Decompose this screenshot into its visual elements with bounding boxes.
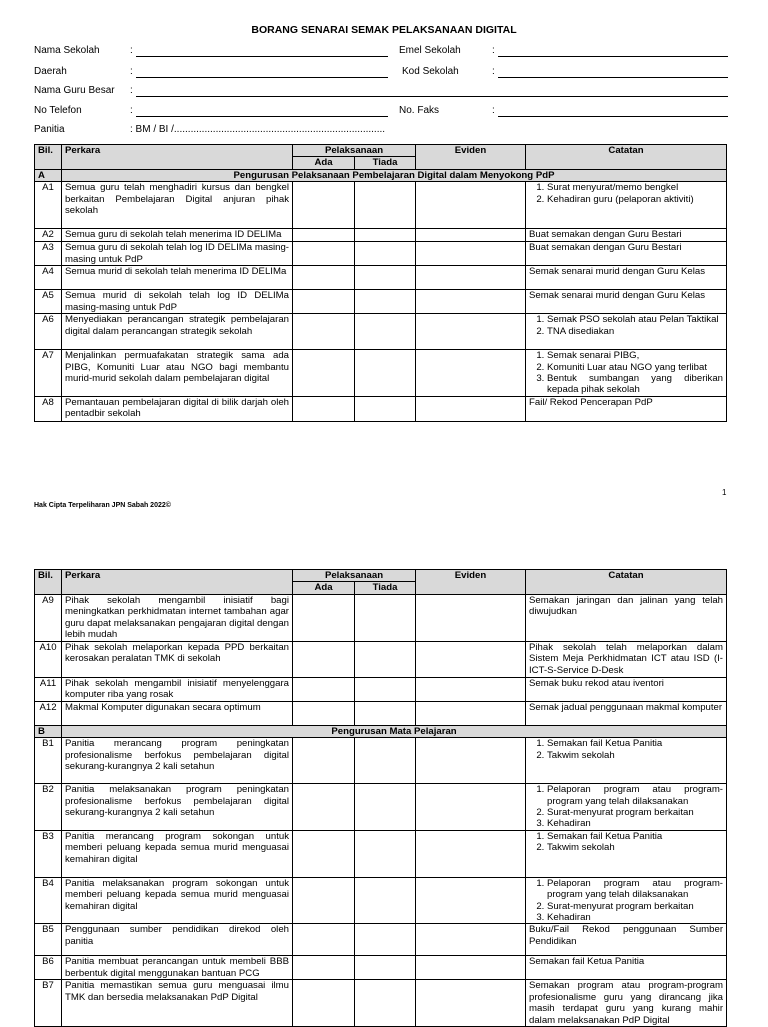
catatan-list-item: 2. Surat-menyurat program berkaitan (547, 901, 723, 912)
row-catatan: Buat semakan dengan Guru Bestari (526, 242, 727, 266)
label-emel-sekolah: Emel Sekolah (399, 45, 461, 56)
col-tiada: Tiada (355, 157, 416, 169)
checkbox-ada[interactable] (293, 594, 355, 641)
catatan-list-item: 2. Kehadiran guru (pelaporan aktiviti) (547, 194, 723, 205)
row-catatan: Buat semakan dengan Guru Bestari (526, 229, 727, 242)
colon: : (492, 45, 495, 56)
table-row (35, 229, 727, 242)
eviden-cell[interactable] (416, 980, 526, 1027)
checkbox-ada[interactable] (293, 784, 355, 831)
row-catatan (526, 784, 727, 831)
catatan-list (529, 878, 723, 924)
colon: : (130, 85, 133, 96)
row-bil: A2 (35, 229, 62, 242)
col-bil: Bil. (35, 145, 62, 170)
col-perkara: Perkara (62, 570, 293, 595)
col-perkara: Perkara (62, 145, 293, 170)
eviden-cell[interactable] (416, 290, 526, 314)
eviden-cell[interactable] (416, 956, 526, 980)
colon: : (130, 45, 133, 56)
section-title: Pengurusan Pelaksanaan Pembelajaran Digital dalam Menyokong PdP (62, 169, 727, 181)
row-bil: B5 (35, 924, 62, 956)
row-catatan: Semak senarai murid dengan Guru Kelas (526, 266, 727, 290)
label-no-faks: No. Faks (399, 105, 440, 116)
panitia-value[interactable]: : BM / BI /............................................................................ (130, 124, 386, 135)
catatan-list (529, 314, 723, 337)
checkbox-tiada[interactable] (355, 701, 416, 725)
checkbox-tiada[interactable] (355, 594, 416, 641)
checkbox-tiada[interactable] (355, 784, 416, 831)
catatan-list (529, 350, 723, 396)
row-perkara: Menyediakan perancangan strategik pembelajaran digital dalam perancangan strategik sekolah (62, 314, 293, 350)
table-row (35, 266, 727, 290)
row-bil: B4 (35, 877, 62, 924)
form-title: BORANG SENARAI SEMAK PELAKSANAAN DIGITAL (251, 24, 517, 36)
catatan-list-item: 1. Semakan fail Ketua Panitia (547, 831, 723, 842)
catatan-list-item: 3. Kehadiran (547, 818, 723, 829)
row-perkara: Panitia memastikan semua guru menguasai ilmu TMK dan bersedia melaksanakan PdP Digital (62, 980, 293, 1027)
checkbox-tiada[interactable] (355, 242, 416, 266)
catatan-list-item: 2. Komuniti Luar atau NGO yang terlibat (547, 362, 723, 373)
label-daerah: Daerah (34, 66, 67, 77)
label-panitia: Panitia (34, 124, 65, 135)
eviden-cell[interactable] (416, 314, 526, 350)
col-tiada: Tiada (355, 582, 416, 594)
row-perkara: Panitia merancang program peningkatan profesionalisme berfokus pembelajaran digital sekurang-kurangnya 2 kali setahun (62, 738, 293, 784)
eviden-cell[interactable] (416, 350, 526, 397)
row-perkara: Semua guru telah menghadiri kursus dan bengkel berkaitan Pembelajaran Digital anjuran pihak sekolah (62, 182, 293, 229)
checkbox-tiada[interactable] (355, 350, 416, 397)
table-row (35, 924, 727, 956)
row-perkara: Semua guru di sekolah telah log ID DELIMa masing-masing untuk PdP (62, 242, 293, 266)
checkbox-ada[interactable] (293, 956, 355, 980)
eviden-cell[interactable] (416, 229, 526, 242)
row-perkara: Panitia melaksanakan program sokongan untuk memberi peluang kepada semua murid menguasai kemahiran digital (62, 877, 293, 924)
col-ada: Ada (293, 582, 355, 594)
row-bil: A4 (35, 266, 62, 290)
row-perkara: Pihak sekolah melaporkan kepada PPD berkaitan kerosakan peralatan TMK di sekolah (62, 641, 293, 677)
row-perkara: Semua murid di sekolah telah log ID DELIMa masing-masing untuk PdP (62, 290, 293, 314)
row-bil: A7 (35, 350, 62, 397)
checkbox-tiada[interactable] (355, 924, 416, 956)
label-kod-sekolah: Kod Sekolah (402, 66, 459, 77)
row-catatan (526, 182, 727, 229)
section-title: Pengurusan Mata Pelajaran (62, 725, 727, 737)
checkbox-tiada[interactable] (355, 290, 416, 314)
col-pelaksanaan: Pelaksanaan (293, 145, 416, 157)
row-perkara: Penggunaan sumber pendidikan direkod oleh panitia (62, 924, 293, 956)
row-catatan (526, 314, 727, 350)
eviden-cell[interactable] (416, 396, 526, 421)
col-catatan: Catatan (526, 145, 727, 170)
eviden-cell[interactable] (416, 182, 526, 229)
table-row (35, 738, 727, 784)
checkbox-ada[interactable] (293, 396, 355, 421)
row-bil: B1 (35, 738, 62, 784)
eviden-cell[interactable] (416, 594, 526, 641)
checkbox-ada[interactable] (293, 677, 355, 701)
row-bil: B3 (35, 830, 62, 877)
catatan-list-item: 2. Takwim sekolah (547, 750, 723, 761)
checkbox-ada[interactable] (293, 738, 355, 784)
checkbox-ada[interactable] (293, 924, 355, 956)
row-perkara: Semua murid di sekolah telah menerima ID DELIMa (62, 266, 293, 290)
table-row (35, 594, 727, 641)
label-no-telefon: No Telefon (34, 105, 82, 116)
table-row (35, 182, 727, 229)
col-bil: Bil. (35, 570, 62, 595)
table-row (35, 701, 727, 725)
row-perkara: Panitia membuat perancangan untuk membeli BBB berbentuk digital menggunakan bantuan PCG (62, 956, 293, 980)
checkbox-ada[interactable] (293, 350, 355, 397)
checkbox-tiada[interactable] (355, 396, 416, 421)
row-catatan: Semakan fail Ketua Panitia (526, 956, 727, 980)
row-bil: A6 (35, 314, 62, 350)
checkbox-tiada[interactable] (355, 314, 416, 350)
table-row (35, 877, 727, 924)
row-perkara: Makmal Komputer digunakan secara optimum (62, 701, 293, 725)
catatan-list (529, 831, 723, 854)
row-perkara: Semua guru di sekolah telah menerima ID DELIMa (62, 229, 293, 242)
table-row (35, 290, 727, 314)
checkbox-tiada[interactable] (355, 266, 416, 290)
checkbox-tiada[interactable] (355, 677, 416, 701)
catatan-list-item: 2. Takwim sekolah (547, 842, 723, 853)
checkbox-tiada[interactable] (355, 738, 416, 784)
eviden-cell[interactable] (416, 924, 526, 956)
eviden-cell[interactable] (416, 877, 526, 924)
row-catatan: Semak senarai murid dengan Guru Kelas (526, 290, 727, 314)
row-bil: A12 (35, 701, 62, 725)
row-catatan: Semakan program atau program-program profesionalisme guru yang dirancang jika masih terdapat guru yang kurang mahir dalam melaksanakan PdP Digital (526, 980, 727, 1027)
checkbox-tiada[interactable] (355, 877, 416, 924)
catatan-list-item: 1. Surat menyurat/memo bengkel (547, 182, 723, 193)
eviden-cell[interactable] (416, 738, 526, 784)
label-nama-guru-besar: Nama Guru Besar (34, 85, 115, 96)
copyright-footer: Hak Cipta Terpeliharan JPN Sabah 2022© (34, 502, 171, 509)
checkbox-ada[interactable] (293, 701, 355, 725)
section-header-a (35, 169, 727, 181)
checklist-table-2 (34, 569, 727, 1027)
row-catatan: Semak jadual penggunaan makmal komputer (526, 701, 727, 725)
label-nama-sekolah: Nama Sekolah (34, 45, 100, 56)
catatan-list (529, 738, 723, 761)
table-row (35, 784, 727, 831)
catatan-list-item: 1. Pelaporan program atau program-program yang telah dilaksanakan (547, 784, 723, 807)
checkbox-ada[interactable] (293, 229, 355, 242)
eviden-cell[interactable] (416, 830, 526, 877)
nama-sekolah-input-line[interactable] (136, 56, 388, 57)
checkbox-ada[interactable] (293, 980, 355, 1027)
catatan-list-item: 2. TNA disediakan (547, 326, 723, 337)
no-telefon-input-line[interactable] (136, 116, 388, 117)
col-pelaksanaan: Pelaksanaan (293, 570, 416, 582)
row-catatan: Fail/ Rekod Pencerapan PdP (526, 396, 727, 421)
no-faks-input-line[interactable] (498, 116, 728, 117)
section-code: A (35, 169, 62, 181)
colon: : (492, 105, 495, 116)
row-perkara: Pemantauan pembelajaran digital di bilik darjah oleh pentadbir sekolah (62, 396, 293, 421)
table-row (35, 242, 727, 266)
checkbox-tiada[interactable] (355, 980, 416, 1027)
table-row (35, 830, 727, 877)
row-bil: A11 (35, 677, 62, 701)
eviden-cell[interactable] (416, 641, 526, 677)
table-row (35, 641, 727, 677)
row-bil: A8 (35, 396, 62, 421)
row-catatan (526, 350, 727, 397)
catatan-list-item: 3. Kehadiran (547, 912, 723, 923)
checkbox-tiada[interactable] (355, 229, 416, 242)
row-bil: A5 (35, 290, 62, 314)
row-perkara: Panitia merancang program sokongan untuk memberi peluang kepada semua murid menguasai kemahiran digital (62, 830, 293, 877)
catatan-list-item: 1. Semakan fail Ketua Panitia (547, 738, 723, 749)
checkbox-ada[interactable] (293, 314, 355, 350)
row-catatan: Semak buku rekod atau iventori (526, 677, 727, 701)
checkbox-ada[interactable] (293, 242, 355, 266)
section-header-b (35, 725, 727, 737)
row-catatan (526, 877, 727, 924)
catatan-list-item: 2. Surat-menyurat program berkaitan (547, 807, 723, 818)
table-row (35, 396, 727, 421)
checkbox-ada[interactable] (293, 182, 355, 229)
table-row (35, 956, 727, 980)
catatan-list-item: 3. Bentuk sumbangan yang diberikan kepada pihak sekolah (547, 373, 723, 396)
eviden-cell[interactable] (416, 677, 526, 701)
checkbox-tiada[interactable] (355, 956, 416, 980)
checkbox-ada[interactable] (293, 641, 355, 677)
catatan-list-item: 1. Semak senarai PIBG, (547, 350, 723, 361)
table-row (35, 677, 727, 701)
catatan-list (529, 182, 723, 205)
checkbox-tiada[interactable] (355, 641, 416, 677)
table-row (35, 350, 727, 397)
row-catatan (526, 830, 727, 877)
col-ada: Ada (293, 157, 355, 169)
row-perkara: Menjalinkan permuafakatan strategik sama ada PIBG, Komuniti Luar atau NGO bagi membantu murid-murid sekolah dalam pembelajaran digital (62, 350, 293, 397)
checkbox-tiada[interactable] (355, 830, 416, 877)
eviden-cell[interactable] (416, 784, 526, 831)
daerah-input-line[interactable] (136, 77, 388, 78)
checkbox-ada[interactable] (293, 830, 355, 877)
row-bil: A3 (35, 242, 62, 266)
catatan-list-item: 1. Semak PSO sekolah atau Pelan Taktikal (547, 314, 723, 325)
colon: : (130, 66, 133, 77)
eviden-cell[interactable] (416, 266, 526, 290)
row-bil: B6 (35, 956, 62, 980)
col-eviden: Eviden (416, 145, 526, 170)
emel-sekolah-input-line[interactable] (498, 56, 728, 57)
checkbox-ada[interactable] (293, 266, 355, 290)
eviden-cell[interactable] (416, 701, 526, 725)
checkbox-tiada[interactable] (355, 182, 416, 229)
table-row (35, 314, 727, 350)
row-catatan: Semakan jaringan dan jalinan yang telah diwujudkan (526, 594, 727, 641)
catatan-list (529, 784, 723, 830)
colon: : (130, 105, 133, 116)
row-bil: A10 (35, 641, 62, 677)
col-eviden: Eviden (416, 570, 526, 595)
col-catatan: Catatan (526, 570, 727, 595)
row-perkara: Pihak sekolah mengambil inisiatif menyelenggara komputer riba yang rosak (62, 677, 293, 701)
row-bil: A1 (35, 182, 62, 229)
nama-guru-besar-input-line[interactable] (136, 96, 728, 97)
row-bil: B7 (35, 980, 62, 1027)
row-catatan: Pihak sekolah telah melaporkan dalam Sistem Meja Perkhidmatan ICT atau ISD (I-ICT-S-Service D-Desk (526, 641, 727, 677)
row-bil: B2 (35, 784, 62, 831)
eviden-cell[interactable] (416, 242, 526, 266)
catatan-list-item: 1. Pelaporan program atau program-program yang telah dilaksanakan (547, 878, 723, 901)
checkbox-ada[interactable] (293, 877, 355, 924)
kod-sekolah-input-line[interactable] (498, 77, 728, 78)
row-catatan: Buku/Fail Rekod penggunaan Sumber Pendidikan (526, 924, 727, 956)
checklist-table-1 (34, 144, 727, 422)
checkbox-ada[interactable] (293, 290, 355, 314)
page-number: 1 (722, 488, 727, 497)
colon: : (492, 66, 495, 77)
row-catatan (526, 738, 727, 784)
section-code: B (35, 725, 62, 737)
table-row (35, 980, 727, 1027)
row-perkara: Pihak sekolah mengambil inisiatif bagi meningkatkan perkhidmatan internet tambahan agar guru dapat melaksanakan pengajaran digital dengan lebih mudah (62, 594, 293, 641)
row-perkara: Panitia melaksanakan program peningkatan profesionalisme berfokus pembelajaran digital sekurang-kurangnya 2 kali setahun (62, 784, 293, 831)
row-bil: A9 (35, 594, 62, 641)
